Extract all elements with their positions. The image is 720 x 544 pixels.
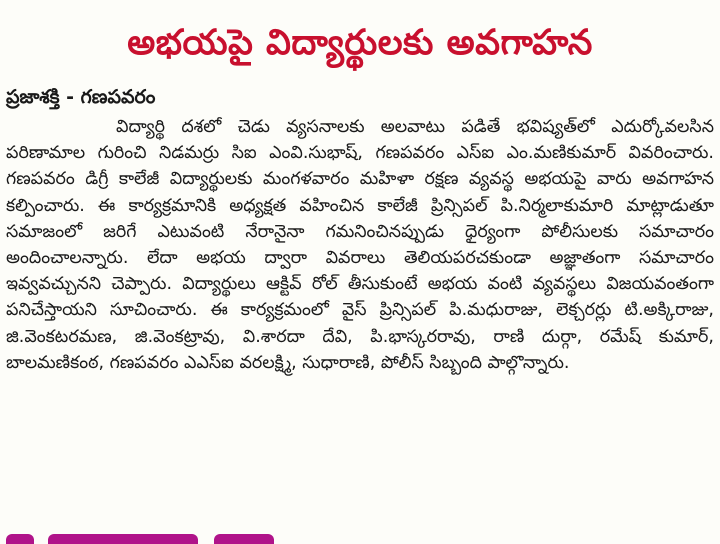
article-body — [6, 114, 714, 376]
next-article-fragment — [0, 532, 720, 544]
next-headline-fragment — [6, 534, 34, 544]
next-headline-fragment — [48, 534, 198, 544]
article-dateline: ప్రజాశక్తి - గణపవరం — [6, 86, 156, 108]
article-headline: అభయపై విద్యార్థులకు అవగాహన — [127, 23, 593, 63]
article-paragraph: విద్యార్థి దశలో చెడు వ్యసనాలకు అలవాటు పడితే భవిష్యత్‌లో ఎదుర్కోవలసిన పరిణామాల గురించి నిడమర్రు సిఐ ఎంవి.సుభాష్‌, గణపవరం ఎస్‌ఐ ఎం.మణికుమార్‌ వివరించారు. గణపవరం డిగ్రీ కాలేజీ విద్యార్థులకు మంగళవారం మహిళా రక్షణ వ్యవస్థ అభయపై వారు అవగాహన కల్పించారు. ఈ కార్యక్రమానికి అధ్యక్షత వహించిన కాలేజీ ప్రిన్సిపల్‌ పి.నిర్మలాకుమారి మాట్లాడుతూ సమాజంలో జరిగే ఎటువంటి నేరానైనా గమనించినప్పుడు ధైర్యంగా పోలీసులకు సమాచారం అందించాలన్నారు. లేదా అభయ ద్వారా వివరాలు తెలియపరచకుండా అజ్ఞాతంగా సమాచారం ఇవ్వవచ్చునని చెప్పారు. విద్యార్థులు ఆక్టివ్‌ రోల్‌ తీసుకుంటే అభయ వంటి వ్యవస్థలు విజయవంతంగా పనిచేస్తాయని సూచించారు. ఈ కార్యక్రమంలో వైస్‌ ప్రిన్సిపల్‌ పి.మధురాజు, లెక్చరర్లు టి.అక్కిరాజు, జి.వెంకటరమణ, జి.వెంకట్రావు, వి.శారదా దేవి, పి.భాస్కరరావు, రాణి దుర్గా, రమేష్‌ కుమార్‌, బాలమణికంఠ, గణపవరం ఎఎస్‌ఐ వరలక్ష్మి, సుధారాణి, పోలీస్‌ సిబ్బంది పాల్గొన్నారు. — [6, 117, 714, 373]
next-headline-fragment — [214, 534, 274, 544]
